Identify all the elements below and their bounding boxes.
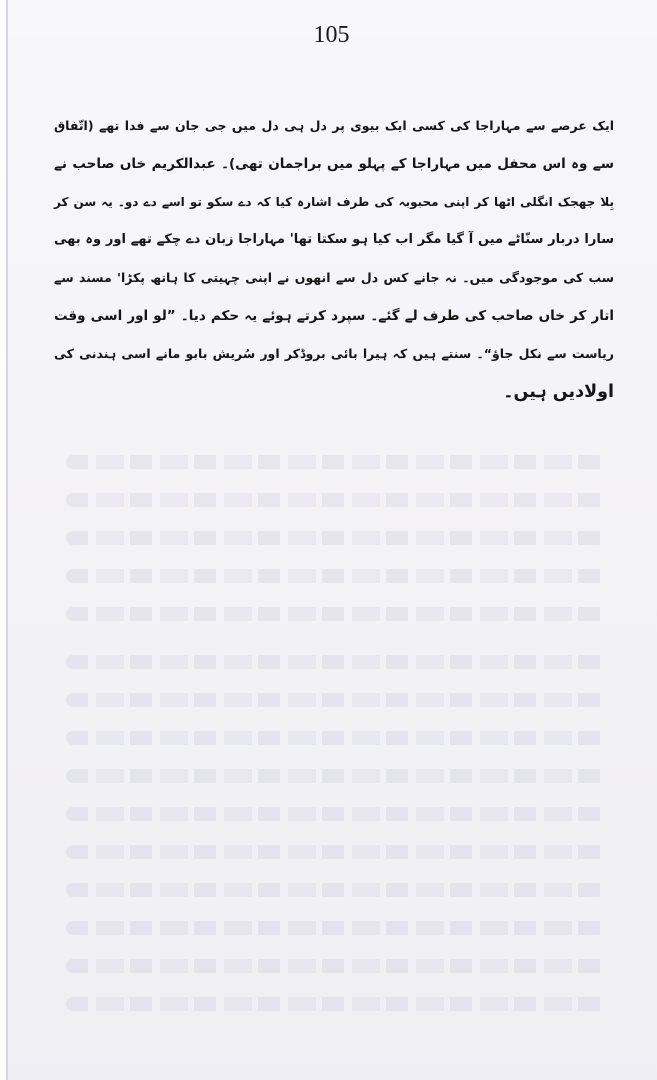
text-line: بِلا جھجک انگلی اٹھا کر اپنی محبوبہ کی طرف اشارہ کیا کہ دے سکو تو اسے دے دو۔ یہ سن کر	[54, 195, 614, 209]
paragraph	[54, 107, 614, 411]
text-line: ایک عرصے سے مہاراجا کی کسی ایک بیوی پر دل ہی دل میں جی جان سے فدا تھے (اتّفاق	[54, 118, 614, 133]
reverse-side-bleed-through	[66, 455, 606, 1045]
text-line-final: اولادیں ہیں۔	[503, 382, 614, 402]
text-line: سے وہ اس محفل میں مہاراجا کے پہلو میں براجمان تھی)۔ عبدالکریم خاں صاحب نے	[54, 156, 614, 172]
text-line: ریاست سے نکل جاؤ“۔ سنتے ہیں کہ ہیرا بائی بروڈکر اور سُریش بابو مانے اسی ہندنی کی	[54, 346, 614, 361]
text-line: سب کی موجودگی میں۔ نہ جانے کس دل سے انھوں نے اپنی چہیتی کا ہاتھ پکڑا' مسند سے	[54, 270, 614, 285]
book-page	[6, 0, 657, 1080]
text-line: سارا دربار سنّاٹے میں آ گیا مگر اب کیا ہو سکتا تھا' مہاراجا زبان دے چکے تھے اور وہ بھی	[54, 232, 614, 247]
text-line: اتار کر خاں صاحب کی طرف لے گئے۔ سپرد کرتے ہوئے یہ حکم دیا۔ ”لو اور اسی وقت	[54, 308, 614, 324]
page-number: 105	[313, 22, 350, 48]
